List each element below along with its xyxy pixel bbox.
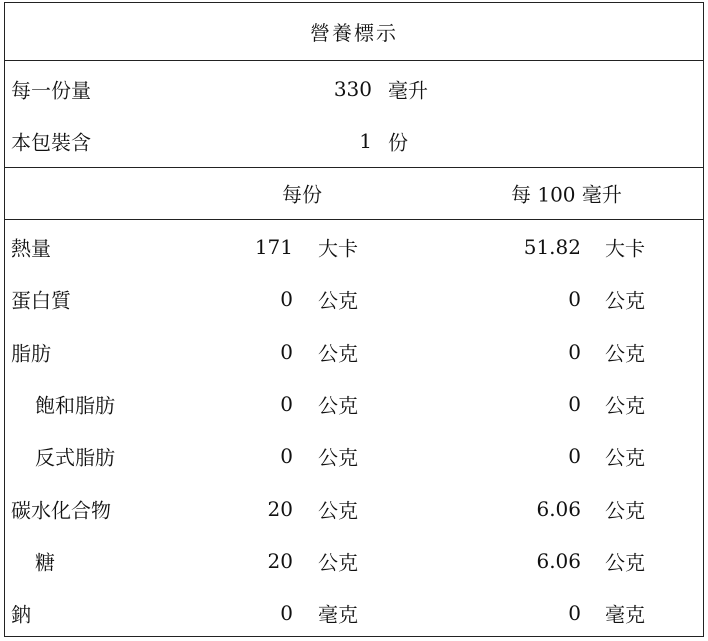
per-100ml-value: 0 (568, 444, 581, 469)
per-serving-value: 0 (280, 339, 293, 364)
per-100ml-header: 每 100 毫升 (511, 182, 622, 207)
per-100ml-value: 0 (568, 339, 581, 364)
per-100ml-value: 0 (568, 601, 581, 626)
per-100ml-value: 51.82 (523, 235, 581, 259)
serving-size-unit: 毫升 (388, 78, 428, 103)
per-100ml-value: 0 (568, 287, 581, 312)
servings-per-package-unit: 份 (388, 130, 408, 155)
servings-per-package-value: 1 (359, 129, 372, 153)
per-serving-unit: 公克 (318, 393, 358, 418)
nutrient-name: 飽和脂肪 (35, 393, 115, 418)
per-100ml-unit: 大卡 (605, 236, 645, 261)
nutrient-row (5, 273, 703, 325)
per-serving-value: 20 (267, 496, 293, 521)
nutrient-name: 脂肪 (11, 341, 51, 366)
serving-size-label: 每一份量 (11, 78, 91, 103)
nutrient-name: 糖 (35, 550, 55, 575)
nutrient-row (5, 483, 703, 535)
nutrient-row (5, 535, 703, 587)
nutrient-row (5, 326, 703, 378)
per-100ml-value: 6.06 (536, 548, 581, 573)
per-serving-header: 每份 (282, 182, 322, 207)
per-100ml-value: 0 (568, 391, 581, 416)
per-100ml-unit: 毫克 (605, 602, 645, 627)
nutrient-name: 反式脂肪 (35, 445, 115, 470)
nutrient-row (5, 378, 703, 430)
header-divider (5, 219, 703, 220)
per-serving-unit: 毫克 (318, 602, 358, 627)
nutrition-label (4, 2, 704, 637)
per-serving-unit: 公克 (318, 445, 358, 470)
servings-per-package-label: 本包裝含 (11, 130, 91, 155)
nutrient-row (5, 587, 703, 639)
per-serving-unit: 公克 (318, 498, 358, 522)
per-100ml-unit: 公克 (605, 550, 645, 575)
per-100ml-unit: 公克 (605, 393, 645, 418)
label-title: 營養標示 (5, 3, 703, 61)
per-100ml-unit: 公克 (605, 498, 645, 522)
per-serving-unit: 公克 (318, 550, 358, 575)
servings-per-package-row (5, 115, 703, 167)
column-header-row (5, 167, 703, 219)
nutrient-name: 蛋白質 (11, 288, 71, 313)
nutrient-name: 碳水化合物 (11, 498, 111, 522)
per-100ml-unit: 公克 (605, 445, 645, 470)
nutrient-row (5, 221, 703, 273)
nutrient-name: 熱量 (11, 236, 51, 261)
per-serving-value: 20 (267, 548, 293, 573)
per-serving-value: 0 (280, 391, 293, 416)
per-serving-unit: 公克 (318, 288, 358, 313)
per-serving-value: 0 (280, 601, 293, 626)
per-100ml-value: 6.06 (536, 496, 581, 521)
serving-size-value: 330 (333, 77, 372, 101)
per-100ml-unit: 公克 (605, 288, 645, 313)
per-serving-unit: 公克 (318, 341, 358, 366)
serving-size-row (5, 63, 703, 115)
per-serving-unit: 大卡 (318, 236, 358, 261)
nutrient-row (5, 430, 703, 482)
per-serving-value: 171 (254, 235, 293, 259)
per-100ml-unit: 公克 (605, 341, 645, 366)
nutrient-name: 鈉 (11, 602, 31, 627)
per-serving-value: 0 (280, 444, 293, 469)
per-serving-value: 0 (280, 287, 293, 312)
